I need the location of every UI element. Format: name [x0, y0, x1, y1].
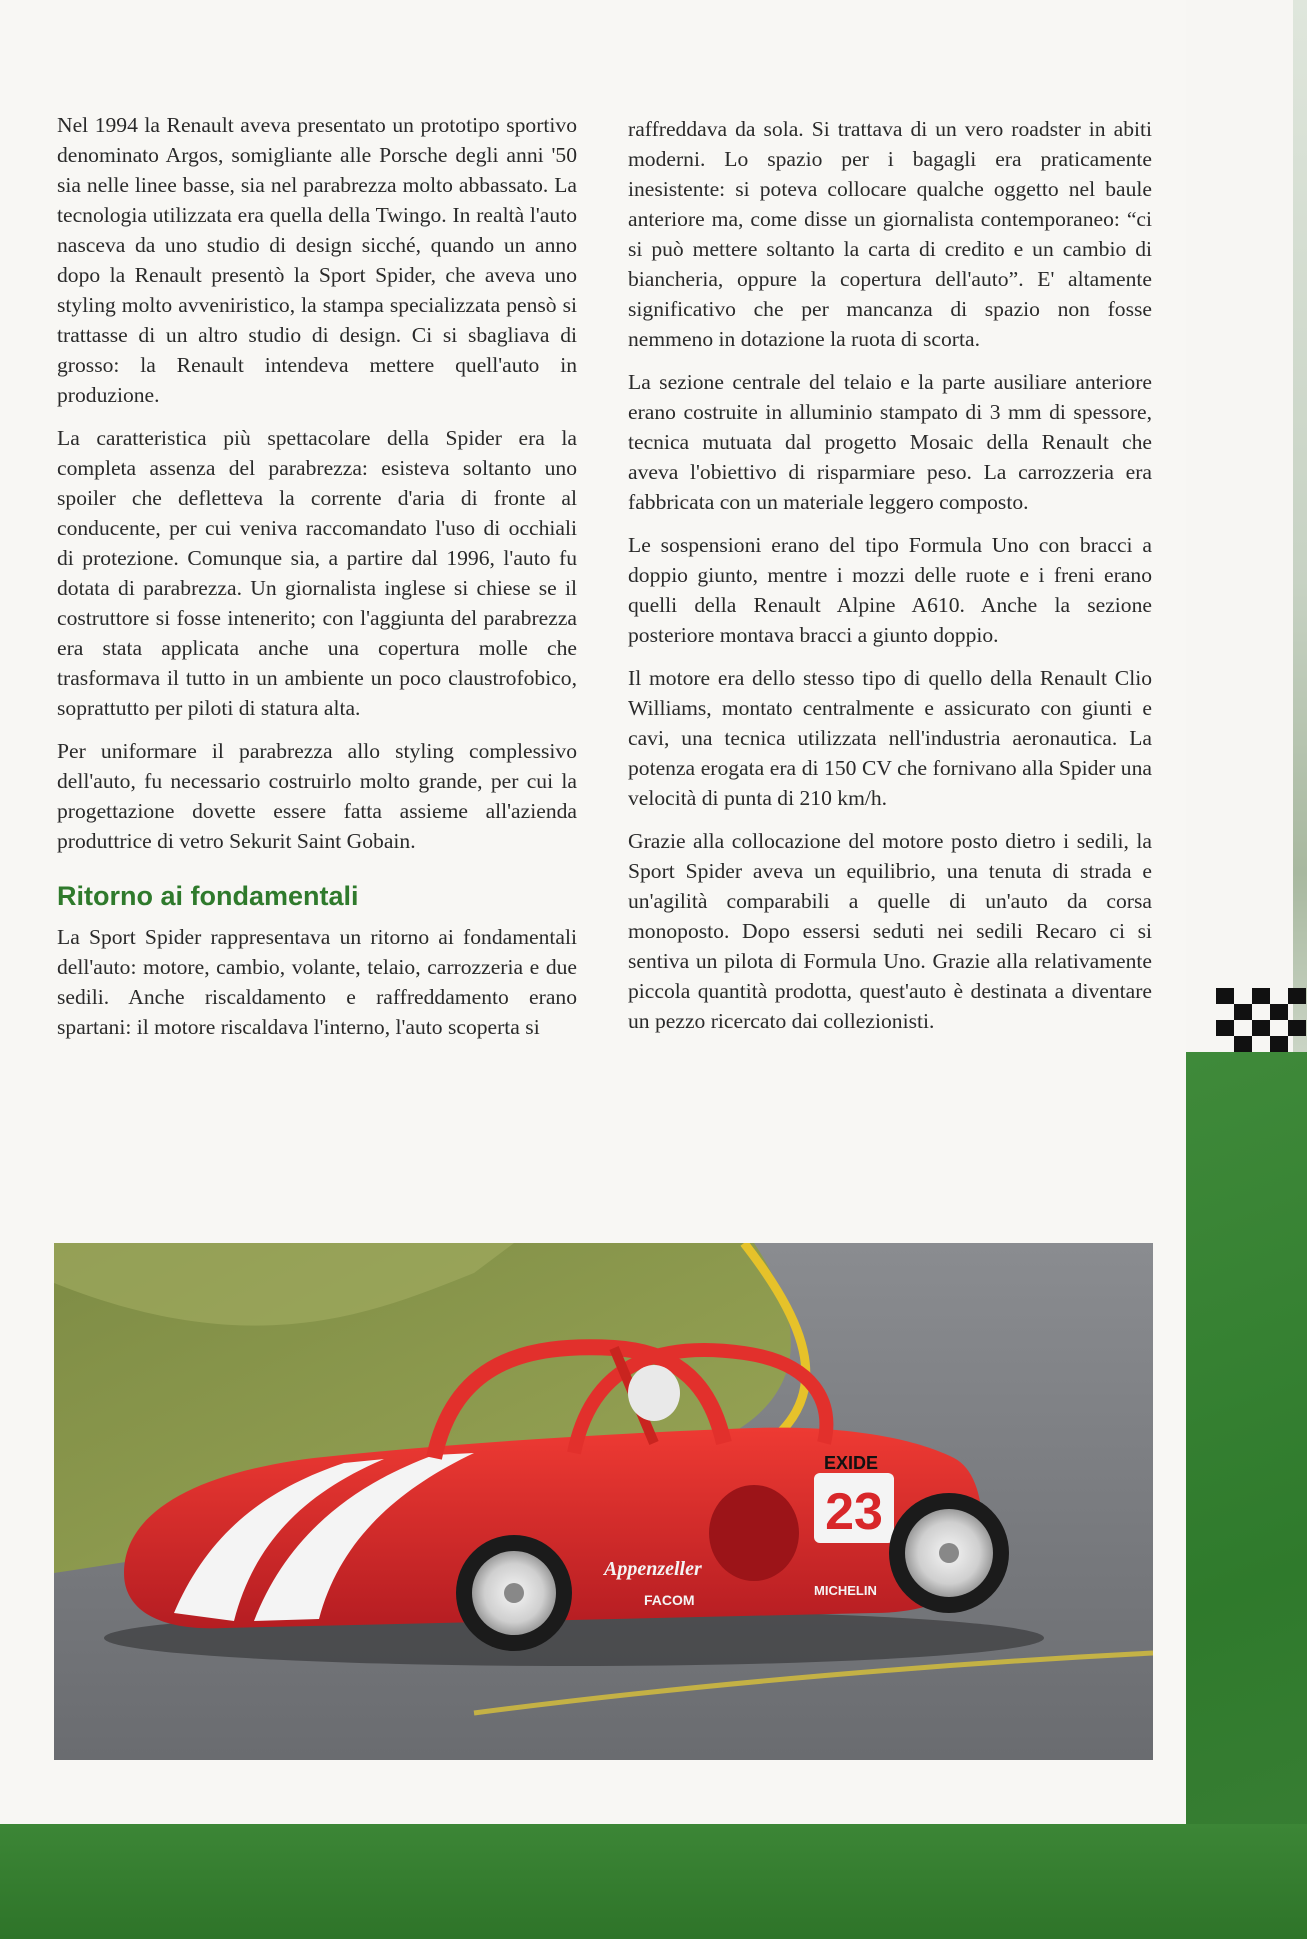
article-column-left [57, 110, 577, 1055]
paragraph: La sezione centrale del telaio e la parte ausiliare anteriore erano costruite in alluminio stampato di 3 mm di spessore, tecnica mutuata dal progetto Mosaic della Renault che aveva l'obiettivo di risparmiare peso. La carrozzeria era fabbricata con un materiale leggero composto. [628, 370, 1152, 514]
car-number: 23 [825, 1483, 883, 1541]
car-photo [54, 1243, 1153, 1760]
paragraph: Grazie alla collocazione del motore posto dietro i sedili, la Sport Spider aveva un equilibrio, una tenuta di strada e un'agilità comparabili a quelle di un'auto da corsa monoposto. Dopo essersi seduti nei sedili Recaro ci si sentiva un pilota di Formula Uno. Grazie alla relativamente piccola quantità prodotta, quest'auto è destinata a diventare un pezzo ricercato dai collezionisti. [628, 829, 1152, 1033]
decal-appenzeller: Appenzeller [604, 1558, 702, 1580]
checkered-flag-decoration [1216, 988, 1306, 1052]
green-side-band [1186, 1052, 1307, 1939]
paragraph: Per uniformare il parabrezza allo styling complessivo dell'auto, fu necessario costruirlo molto grande, per cui la progettazione dovette essere fatta assieme all'azienda produttrice di vetro Sekurit Saint Gobain. [57, 739, 577, 853]
decal-facom: FACOM [644, 1592, 695, 1608]
paragraph: Le sospensioni erano del tipo Formula Uno con bracci a doppio giunto, mentre i mozzi delle ruote e i freni erano quelli della Renault Alpine A610. Anche la sezione posteriore montava bracci a giunto doppio. [628, 533, 1152, 647]
article-column-right [628, 114, 1152, 1049]
paragraph: raffreddava da sola. Si trattava di un vero roadster in abiti moderni. Lo spazio per i bagagli era praticamente inesistente: si poteva collocare qualche oggetto nel baule anteriore ma, come disse un giornalista contemporaneo: “ci si può mettere soltanto la carta di credito e un cambio di biancheria, oppure la copertura dell'auto”. E' altamente significativo che per mancanza di spazio non fosse nemmeno in dotazione la ruota di scorta. [628, 117, 1152, 351]
paragraph: La Sport Spider rappresentava un ritorno ai fondamentali dell'auto: motore, cambio, volante, telaio, carrozzeria e due sedili. Anche riscaldamento e raffreddamento erano spartani: il motore riscaldava l'interno, l'auto scoperta si [57, 925, 577, 1039]
green-bottom-band [0, 1824, 1307, 1939]
paragraph: Il motore era dello stesso tipo di quello della Renault Clio Williams, montato centralmente e assicurato con giunti e cavi, una tecnica utilizzata nell'industria aeronautica. La potenza erogata era di 150 CV che fornivano alla Spider una velocità di punta di 210 km/h. [628, 666, 1152, 810]
paragraph: Nel 1994 la Renault aveva presentato un prototipo sportivo denominato Argos, somigliante alle Porsche degli anni '50 sia nelle linee basse, sia nel parabrezza molto abbassato. La tecnologia utilizzata era quella della Twingo. In realtà l'auto nasceva da uno studio di design sicché, quando un anno dopo la Renault presentò la Sport Spider, che aveva uno styling molto avveniristico, la stampa specializzata pensò si trattasse di un altro studio di design. Ci si sbagliava di grosso: la Renault intendeva mettere quell'auto in produzione. [57, 113, 577, 407]
section-heading: Ritorno ai fondamentali [57, 881, 359, 911]
paragraph: La caratteristica più spettacolare della Spider era la completa assenza del parabrezza: esisteva soltanto uno spoiler che defletteva la corrente d'aria di fronte al conducente, per cui veniva raccomandato l'uso di occhiali di protezione. Comunque sia, a partire dal 1996, l'auto fu dotata di parabrezza. Un giornalista inglese si chiese se il costruttore si fosse intenerito; con l'aggiunta del parabrezza era stata applicata anche una copertura molle che trasformava il tutto in un ambiente un poco claustrofobico, soprattutto per piloti di statura alta. [57, 426, 577, 720]
decal-michelin: MICHELIN [814, 1583, 877, 1598]
decal-exide: EXIDE [824, 1453, 879, 1473]
